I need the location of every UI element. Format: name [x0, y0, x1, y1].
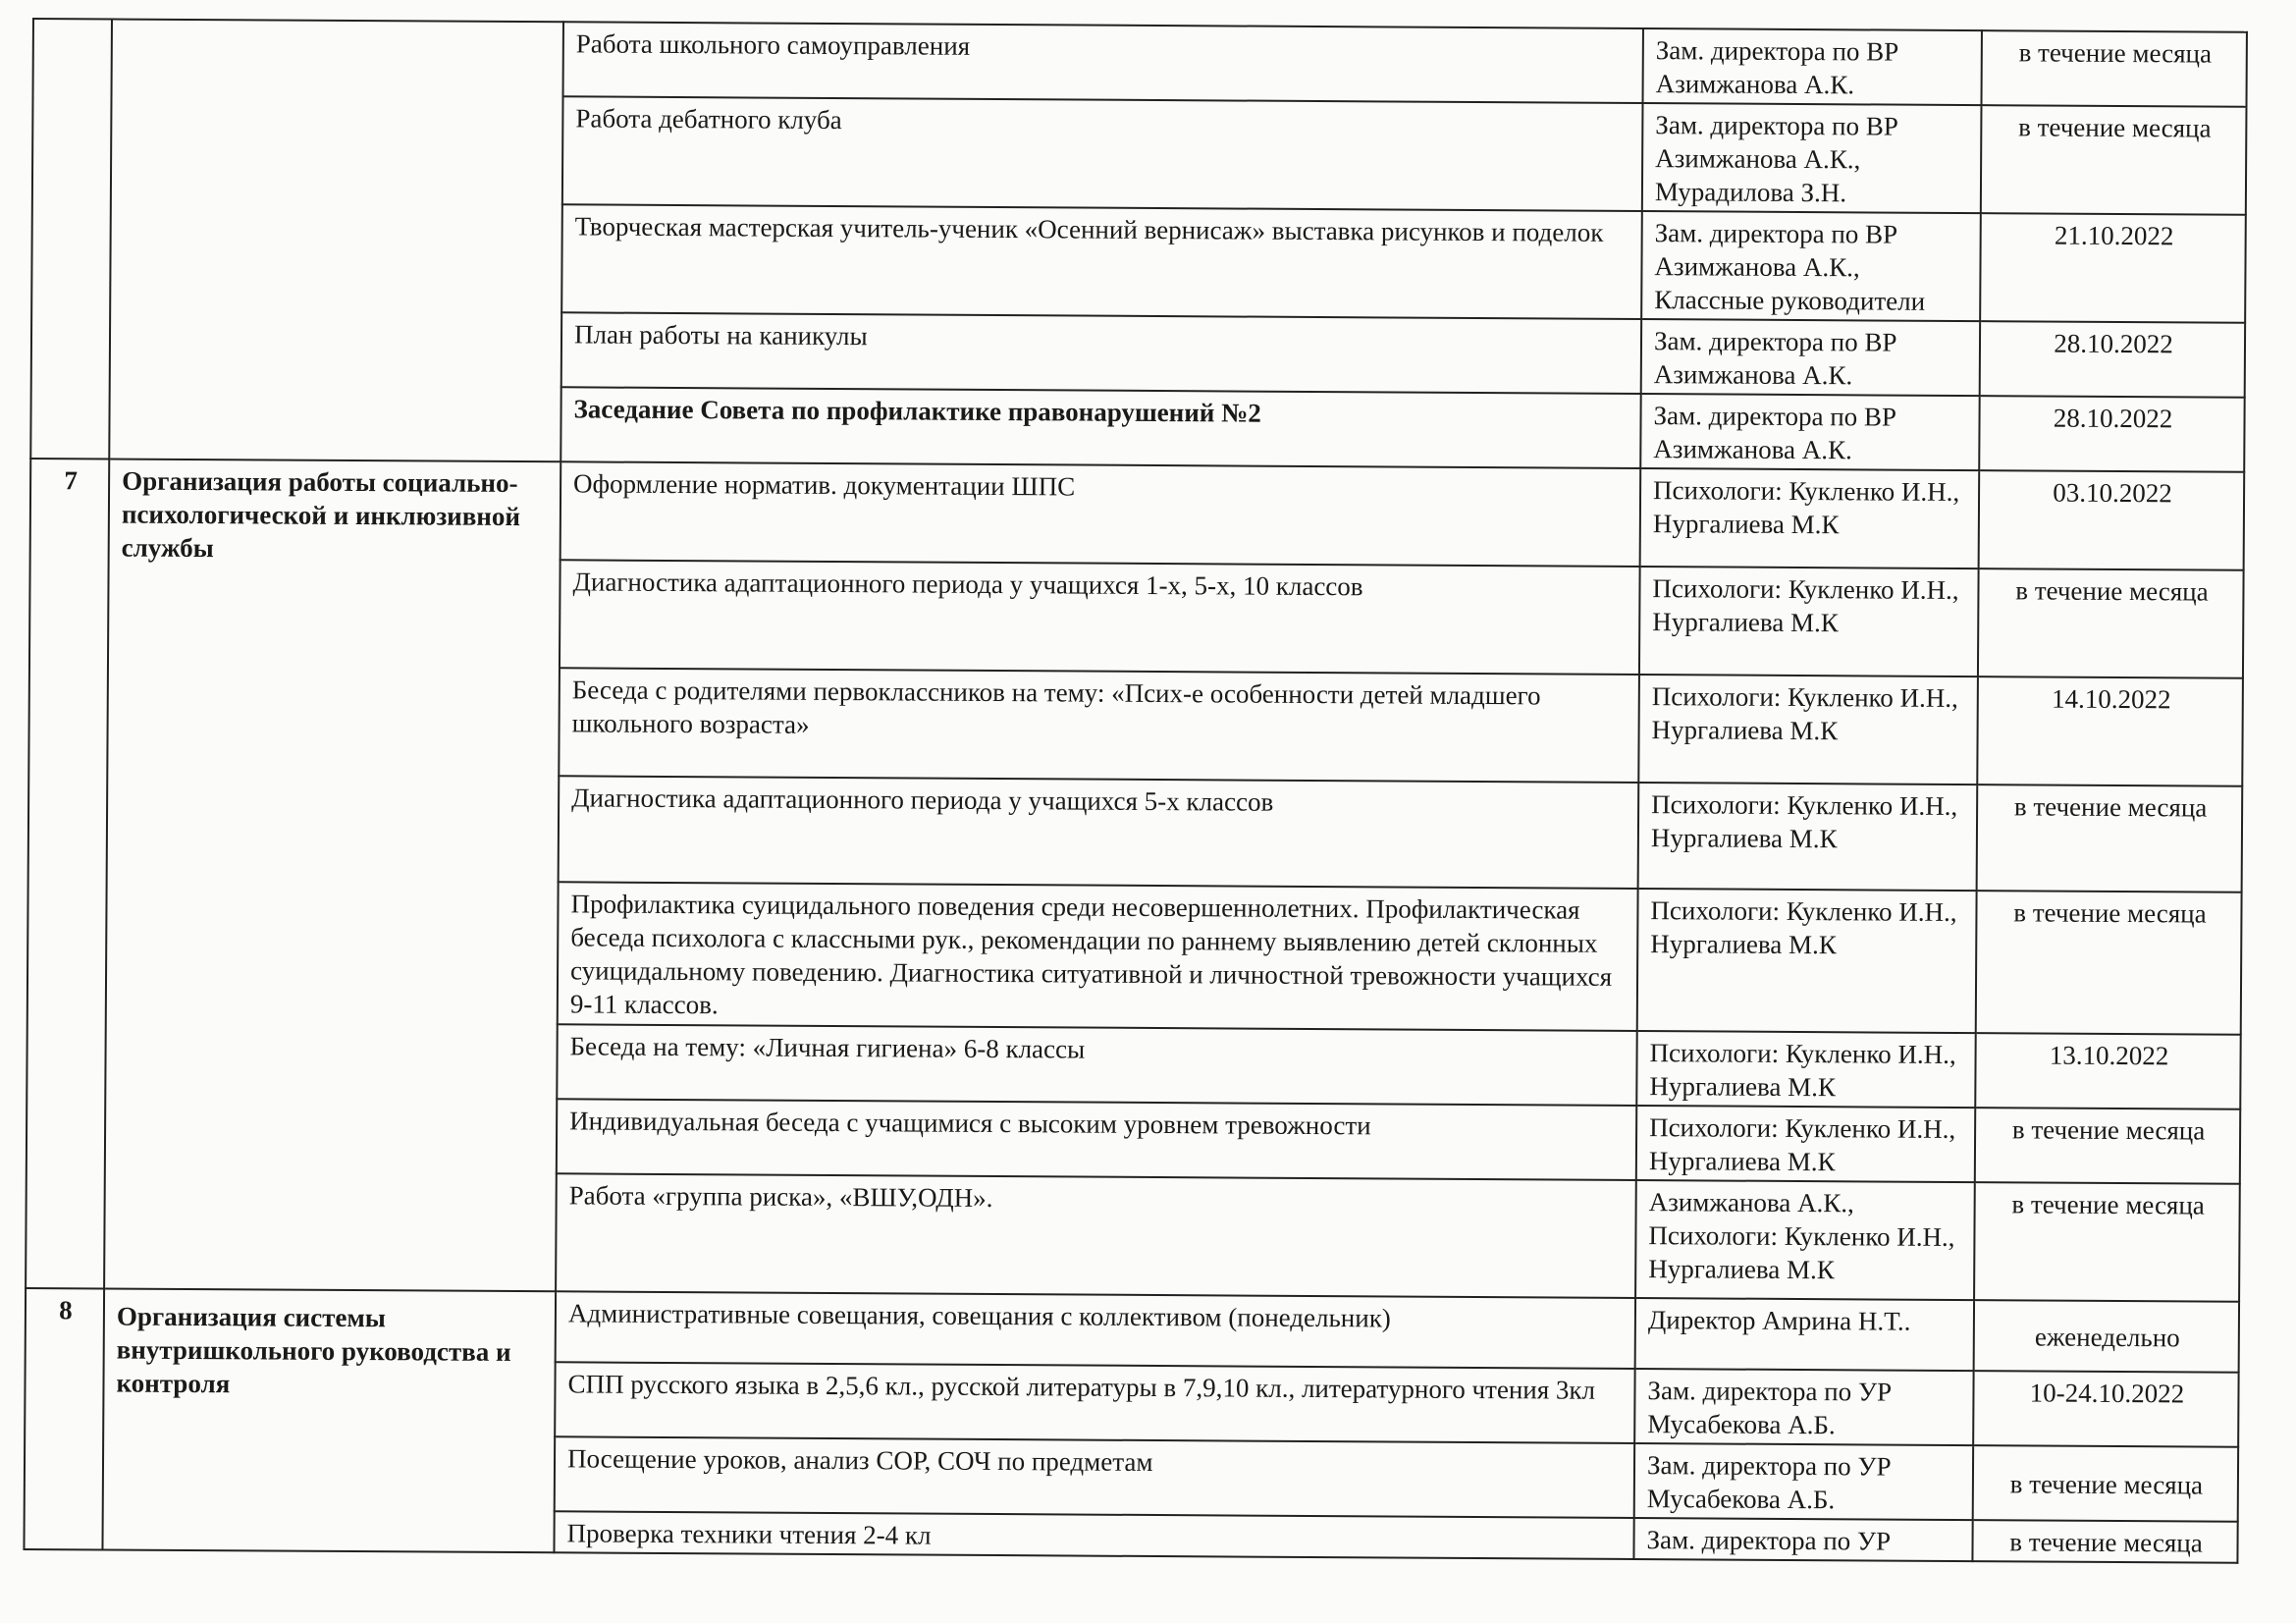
- table-row: [33, 19, 2247, 107]
- date-cell: в течение месяца: [1981, 30, 2246, 107]
- responsible-cell: Зам. директора по ВР Азимжанова А.К.: [1641, 319, 1980, 396]
- responsible-cell: Психологи: Кукленко И.Н., Нургалиева М.К: [1638, 783, 1978, 891]
- date-cell: 28.10.2022: [1979, 396, 2244, 472]
- date-cell: 03.10.2022: [1979, 470, 2245, 570]
- task-cell: Работа школьного самоуправления: [563, 22, 1643, 103]
- date-cell: 13.10.2022: [1975, 1033, 2240, 1109]
- task-cell: Творческая мастерская учитель-ученик «Осенний вернисаж» выставка рисунков и поделок: [561, 204, 1642, 319]
- responsible-cell: Зам. директора по УР Мусабекова А.Б.: [1634, 1443, 1973, 1520]
- responsible-cell: Зам. директора по ВР Азимжанова А.К.: [1640, 394, 1979, 470]
- responsible-cell: Психологи: Кукленко И.Н., Нургалиева М.К: [1638, 675, 1978, 784]
- responsible-cell: Зам. директора по ВР Азимжанова А.К., Классные руководители: [1641, 211, 1981, 321]
- task-cell: Оформление норматив. документации ШПС: [561, 461, 1641, 567]
- date-cell: 10-24.10.2022: [1973, 1371, 2238, 1447]
- row-number-cell: 8: [24, 1288, 104, 1549]
- responsible-cell: Директор Амрина Н.Т..: [1635, 1298, 1974, 1371]
- task-cell: План работы на каникулы: [561, 312, 1641, 394]
- date-cell: 21.10.2022: [1980, 213, 2246, 323]
- responsible-cell: Психологи: Кукленко И.Н., Нургалиева М.К: [1637, 889, 1977, 1033]
- task-cell: Административные совещания, совещания с коллективом (понедельник): [556, 1291, 1635, 1369]
- section-title-cell: Организация системы внутришкольного руководства и контроля: [102, 1288, 556, 1552]
- responsible-cell: Зам. директора по ВР Азимжанова А.К.: [1642, 28, 1981, 105]
- table-row: [26, 1288, 2239, 1373]
- task-cell: Работа «группа риска», «ВШУ,ОДН».: [556, 1173, 1636, 1298]
- responsible-cell: Психологи: Кукленко И.Н., Нургалиева М.К: [1636, 1031, 1975, 1108]
- date-cell: в течение месяца: [1974, 1182, 2240, 1302]
- task-cell: Диагностика адаптационного периода у учащихся 1-х, 5-х, 10 классов: [560, 560, 1640, 675]
- work-plan-table: [23, 18, 2247, 1564]
- date-cell: в течение месяца: [1981, 105, 2247, 215]
- responsible-cell: Зам. директора по УР: [1633, 1518, 1972, 1561]
- date-cell: еженедельно: [1974, 1300, 2239, 1373]
- task-cell: Беседа на тему: «Личная гигиена» 6-8 классы: [557, 1024, 1636, 1106]
- table-row: [30, 459, 2245, 570]
- task-cell: Индивидуальная беседа с учащимися с высоким уровнем тревожности: [557, 1099, 1636, 1180]
- date-cell: в течение месяца: [1972, 1520, 2237, 1563]
- section-title-cell: [109, 19, 563, 461]
- task-cell: Диагностика адаптационного периода у учащихся 5-х классов: [559, 776, 1639, 889]
- task-cell: Беседа с родителями первоклассников на тему: «Псих-е особенности детей младшего школьного возраста»: [559, 668, 1639, 783]
- date-cell: 14.10.2022: [1977, 676, 2243, 786]
- task-cell: СПП русского языка в 2,5,6 кл., русской литературы в 7,9,10 кл., литературного чтения 3кл: [555, 1362, 1634, 1443]
- task-cell: Профилактика суицидального поведения среди несовершеннолетних. Профилактическая беседа психолога с классными рук., рекомендации по раннему выявлению детей склонных суицидальному поведению. Диагностика ситуативной и личностной тревожности учащихся 9-11 классов.: [558, 882, 1638, 1031]
- date-cell: в течение месяца: [1977, 784, 2243, 893]
- task-cell: Работа дебатного клуба: [562, 96, 1643, 211]
- date-cell: в течение месяца: [1973, 1445, 2238, 1522]
- section-title-cell: Организация работы социально-психологической и инклюзивной службы: [104, 459, 561, 1291]
- row-number-cell: 7: [26, 459, 109, 1288]
- task-cell: Проверка техники чтения 2-4 кл: [554, 1511, 1633, 1559]
- task-cell: Посещение уроков, анализ СОР, СОЧ по предметам: [555, 1436, 1634, 1518]
- responsible-cell: Зам. директора по ВР Азимжанова А.К., Мурадилова З.Н.: [1642, 103, 1982, 213]
- date-cell: в течение месяца: [1976, 891, 2242, 1035]
- task-cell: Заседание Совета по профилактике правонарушений №2: [561, 387, 1640, 468]
- responsible-cell: Азимжанова А.К., Психологи: Кукленко И.Н., Нургалиева М.К: [1635, 1180, 1975, 1300]
- responsible-cell: Психологи: Кукленко И.Н., Нургалиева М.К: [1640, 468, 1980, 568]
- responsible-cell: Зам. директора по УР Мусабекова А.Б.: [1634, 1369, 1973, 1445]
- date-cell: в течение месяца: [1978, 568, 2244, 678]
- date-cell: в течение месяца: [1975, 1108, 2240, 1184]
- date-cell: 28.10.2022: [1980, 321, 2245, 398]
- responsible-cell: Психологи: Кукленко И.Н., Нургалиева М.К: [1636, 1106, 1975, 1182]
- responsible-cell: Психологи: Кукленко И.Н., Нургалиева М.К: [1639, 567, 1979, 676]
- row-number-cell: [30, 19, 112, 459]
